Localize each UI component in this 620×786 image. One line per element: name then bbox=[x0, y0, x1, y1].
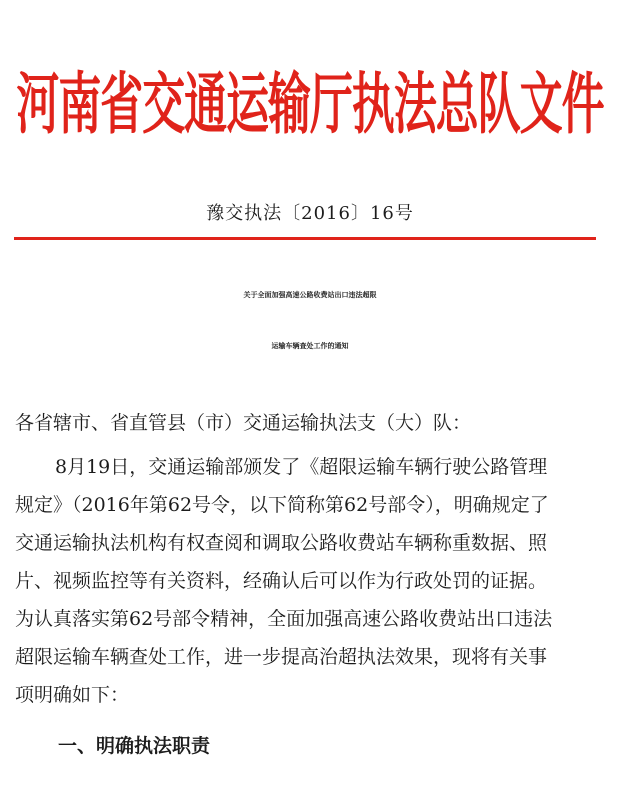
document-title-line-1: 关于全面加强高速公路收费站出口违法超限 bbox=[243, 291, 377, 299]
body-paragraph-line: 规定》（2016年第62号令，以下简称第62号部令），明确规定了 bbox=[15, 494, 549, 516]
red-divider-line bbox=[14, 237, 596, 240]
body-paragraph-line: 为认真落实第62号部令精神，全面加强高速公路收费站出口违法 bbox=[15, 608, 553, 630]
body-paragraph-line: 8月19日，交通运输部颁发了《超限运输车辆行驶公路管理 bbox=[55, 456, 548, 478]
body-paragraph-line: 超限运输车辆查处工作，进一步提高治超执法效果，现将有关事 bbox=[15, 646, 548, 668]
document-number: 豫交执法〔2016〕16号 bbox=[206, 203, 414, 224]
body-paragraph-line: 交通运输执法机构有权查阅和调取公路收费站车辆称重数据、照 bbox=[15, 532, 548, 554]
body-paragraph-line: 片、视频监控等有关资料，经确认后可以作为行政处罚的证据。 bbox=[15, 570, 548, 592]
document-title-line-2: 运输车辆查处工作的通知 bbox=[271, 342, 349, 350]
salutation: 各省辖市、省直管县（市）交通运输执法支（大）队： bbox=[15, 412, 472, 434]
body-paragraph-line: 项明确如下： bbox=[15, 684, 130, 706]
document-header-title: 河南省交通运输厅执法总队文件 bbox=[16, 66, 604, 145]
section-heading: 一、明确执法职责 bbox=[58, 735, 211, 757]
